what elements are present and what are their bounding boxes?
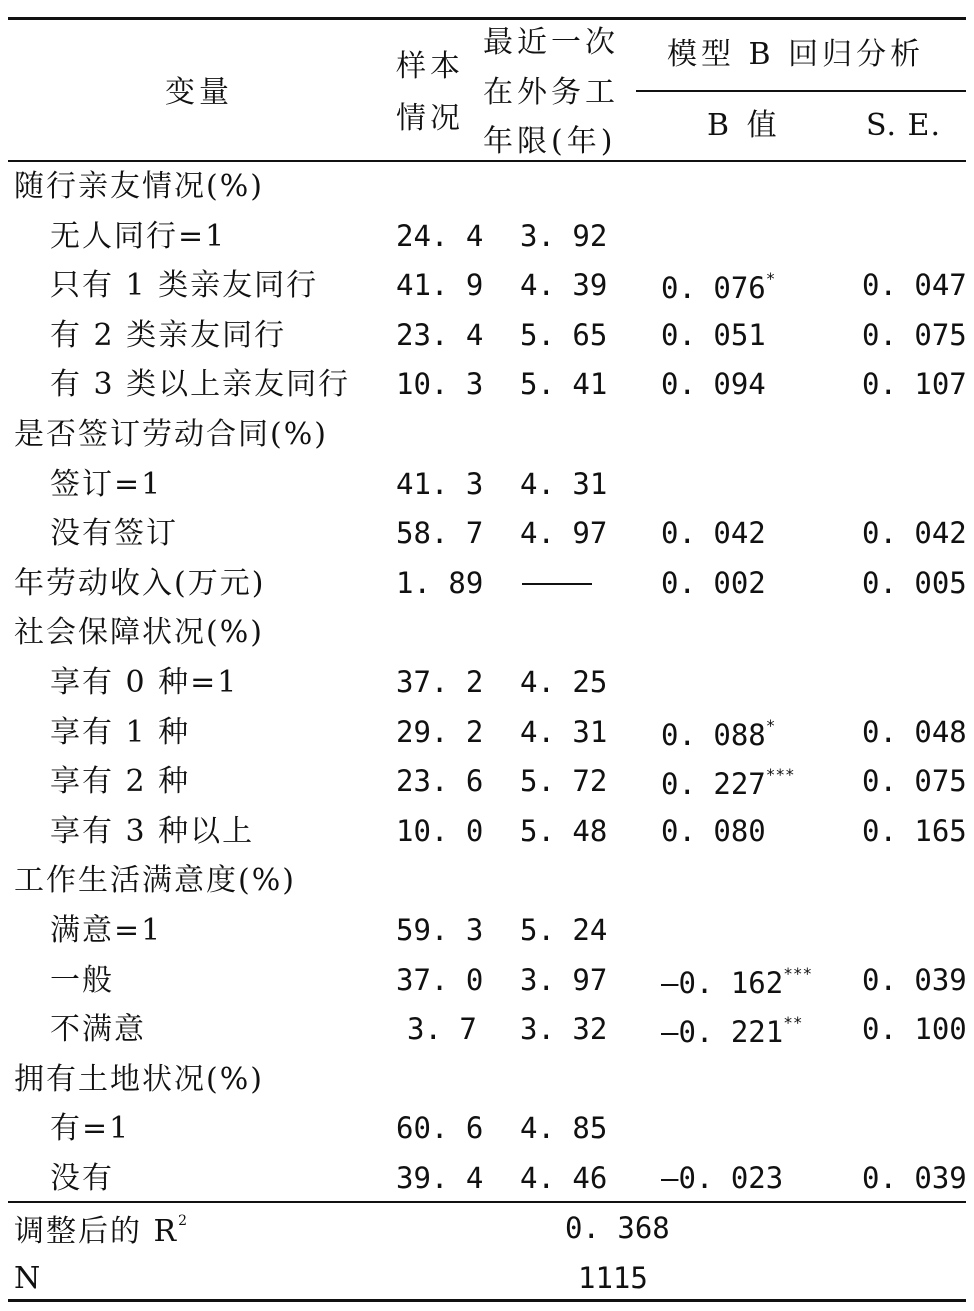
row-se: 0. 100 xyxy=(862,1012,967,1046)
row-significance-stars: * xyxy=(765,269,776,288)
row-sample: 10. 0 xyxy=(396,814,484,848)
row-b-number: 0. 080 xyxy=(661,814,766,848)
row-sample: 41. 9 xyxy=(396,268,484,302)
row-years: 5. 72 xyxy=(520,764,608,798)
row-label: 有 3 类以上亲友同行 xyxy=(50,367,351,402)
header-model: 模型 B 回归分析 xyxy=(667,37,925,72)
row-b-value xyxy=(661,318,766,352)
row-label: 只有 1 类亲友同行 xyxy=(50,268,319,303)
row-significance-stars: *** xyxy=(783,964,813,983)
row-se: 0. 165 xyxy=(862,814,967,848)
body-bottom-rule xyxy=(8,1201,966,1203)
row-sample: 1. 89 xyxy=(396,566,484,600)
row-sample: 3. 7 xyxy=(407,1012,477,1046)
row-significance-stars: *** xyxy=(765,765,795,784)
header-years-line1: 最近一次 xyxy=(483,25,619,60)
row-years: 4. 25 xyxy=(520,665,608,699)
row-se: 0. 107 xyxy=(862,367,967,401)
r2-label: 调整后的 $R^2$ xyxy=(14,1213,190,1249)
row-b-value xyxy=(661,718,775,750)
row-label: 没有签订 xyxy=(50,516,178,551)
row-b-number: 0. 051 xyxy=(661,318,766,352)
row-se: 0. 048 xyxy=(862,715,967,749)
row-se: 0. 039 xyxy=(862,963,967,997)
row-se: 0. 047 xyxy=(862,268,967,302)
row-b-value xyxy=(661,271,775,303)
header-b-value: B 值 xyxy=(707,108,781,143)
row-sample: 23. 6 xyxy=(396,764,484,798)
row-sample: 23. 4 xyxy=(396,318,484,352)
row-years-text xyxy=(522,569,582,604)
header-years-line2: 在外务工 xyxy=(483,75,619,110)
row-label: 随行亲友情况(%) xyxy=(14,169,264,204)
row-sample: 60. 6 xyxy=(396,1111,484,1145)
row-label: 签订=1 xyxy=(50,467,163,502)
row-label: 是否签订劳动合同(%) xyxy=(14,417,328,452)
row-label: 享有 1 种 xyxy=(50,715,191,750)
row-label: 不满意 xyxy=(50,1012,146,1047)
row-label: 一般 xyxy=(50,963,114,998)
row-b-number: —0. 162 xyxy=(661,966,784,1000)
row-b-number: 0. 227 xyxy=(661,767,766,801)
row-years: 3. 32 xyxy=(520,1012,608,1046)
table-top-rule xyxy=(8,17,966,20)
r2-superscript: 2 xyxy=(178,1213,190,1229)
n-value: 1115 xyxy=(578,1261,648,1295)
row-significance-stars: * xyxy=(765,716,776,735)
row-b-number: —0. 023 xyxy=(661,1161,784,1195)
row-label: 享有 0 种=1 xyxy=(50,665,239,700)
row-sample: 37. 0 xyxy=(396,963,484,997)
row-b-value xyxy=(661,814,766,848)
row-significance-stars: ** xyxy=(783,1013,803,1032)
row-b-number: 0. 094 xyxy=(661,367,766,401)
row-se: 0. 039 xyxy=(862,1161,967,1195)
row-label: 满意=1 xyxy=(50,913,163,948)
row-label: 拥有土地状况(%) xyxy=(14,1062,264,1097)
row-years: 5. 24 xyxy=(520,913,608,947)
row-years: 5. 41 xyxy=(520,367,608,401)
row-label: 工作生活满意度(%) xyxy=(14,863,296,898)
row-years: 4. 46 xyxy=(520,1161,608,1195)
row-b-number: —0. 221 xyxy=(661,1015,784,1049)
row-b-number: 0. 076 xyxy=(661,271,766,305)
row-label: 有=1 xyxy=(50,1111,131,1146)
row-se: 0. 005 xyxy=(862,566,967,600)
row-years: 4. 97 xyxy=(520,516,608,550)
row-se: 0. 042 xyxy=(862,516,967,550)
row-sample: 41. 3 xyxy=(396,467,484,501)
header-sample-line2: 情况 xyxy=(396,101,464,136)
row-sample: 59. 3 xyxy=(396,913,484,947)
header-variable: 变量 xyxy=(165,75,233,110)
header-bottom-rule xyxy=(8,160,966,162)
row-b-number: 0. 042 xyxy=(661,516,766,550)
row-years: 4. 31 xyxy=(520,467,608,501)
row-label: 年劳动收入(万元) xyxy=(14,566,266,601)
header-se: S. E. xyxy=(866,108,941,143)
row-label: 无人同行=1 xyxy=(50,219,227,254)
row-years: 4. 39 xyxy=(520,268,608,302)
row-years: 3. 97 xyxy=(520,963,608,997)
row-b-number: 0. 002 xyxy=(661,566,766,600)
row-sample: 10. 3 xyxy=(396,367,484,401)
row-se: 0. 075 xyxy=(862,764,967,798)
table-bottom-rule xyxy=(8,1299,966,1302)
row-years: 5. 48 xyxy=(520,814,608,848)
row-label: 有 2 类亲友同行 xyxy=(50,318,287,353)
row-years: 4. 85 xyxy=(520,1111,608,1145)
row-sample: 37. 2 xyxy=(396,665,484,699)
row-sample: 58. 7 xyxy=(396,516,484,550)
row-sample: 29. 2 xyxy=(396,715,484,749)
row-se: 0. 075 xyxy=(862,318,967,352)
row-b-value xyxy=(661,367,766,401)
row-sample: 39. 4 xyxy=(396,1161,484,1195)
row-label: 社会保障状况(%) xyxy=(14,615,264,650)
r2-value: 0. 368 xyxy=(565,1211,670,1245)
row-b-value xyxy=(661,516,766,550)
row-label: 没有 xyxy=(50,1161,114,1196)
row-b-number: 0. 088 xyxy=(661,718,766,752)
header-sample-line1: 样本 xyxy=(396,49,464,84)
row-years: 3. 92 xyxy=(520,219,608,253)
row-years: 5. 65 xyxy=(520,318,608,352)
row-b-value xyxy=(661,767,795,799)
n-label: N xyxy=(14,1261,43,1296)
row-b-value xyxy=(661,1015,802,1047)
row-label: 享有 3 种以上 xyxy=(50,814,255,849)
row-b-value xyxy=(661,1161,784,1195)
row-label: 享有 2 种 xyxy=(50,764,191,799)
model-header-rule xyxy=(636,90,966,92)
row-years: 4. 31 xyxy=(520,715,608,749)
row-sample: 24. 4 xyxy=(396,219,484,253)
row-b-value xyxy=(661,966,812,998)
row-b-value xyxy=(661,566,766,600)
header-years-line3: 年限(年) xyxy=(483,124,617,159)
